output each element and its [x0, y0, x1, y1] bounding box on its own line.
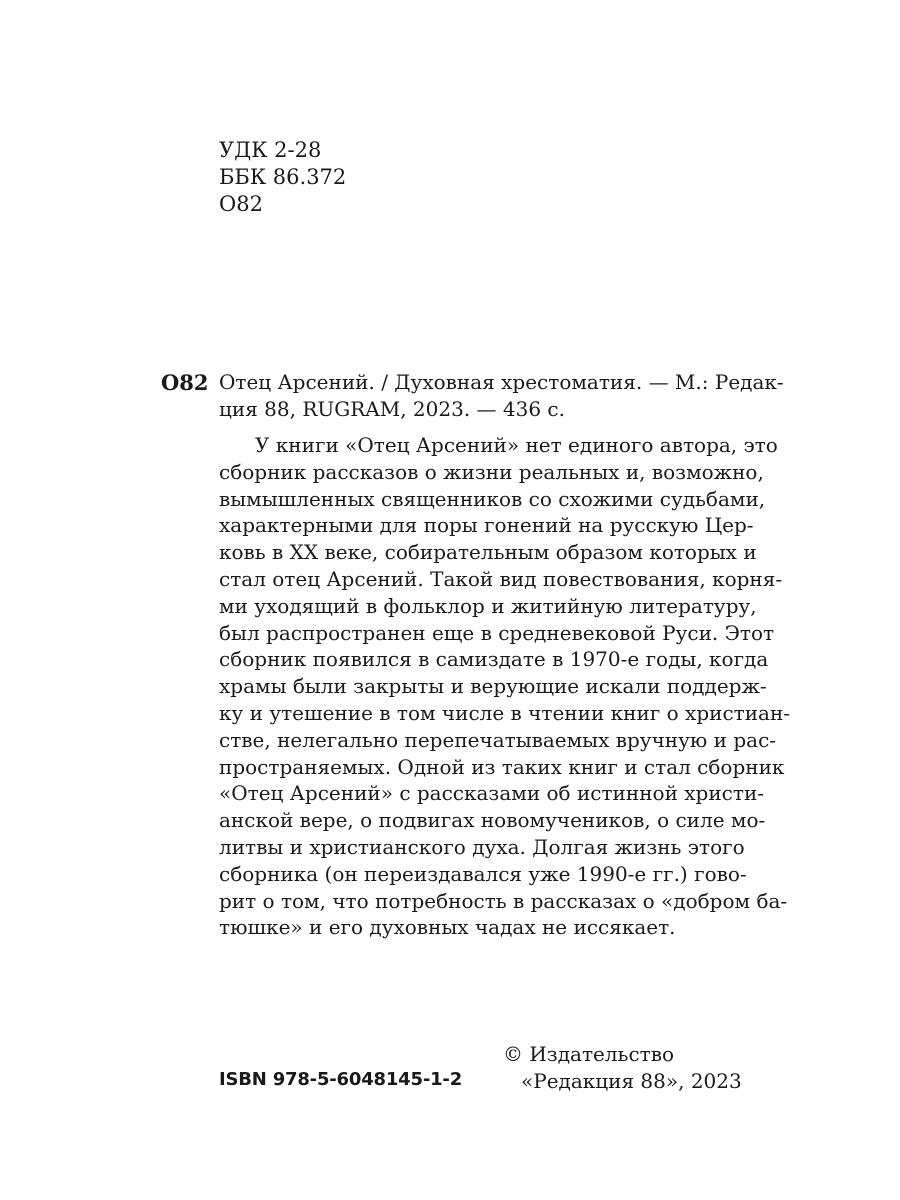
- abstract-line: «Отец Арсений» с рассказами об истинной христи-: [219, 781, 765, 806]
- abstract-line: тюшке» и его духовных чадах не иссякает.: [219, 915, 676, 940]
- abstract-line: У книги «Отец Арсений» нет единого автора, это: [255, 433, 778, 457]
- citation-line: ция 88, RUGRAM, 2023. — 436 с.: [219, 397, 565, 421]
- citation-author-code: О82: [161, 370, 209, 395]
- abstract-line: ми уходящий в фольклор и житийную литературу,: [219, 593, 757, 618]
- abstract-paragraph: [219, 432, 791, 941]
- abstract-line: анской вере, о подвигах новомучеников, о силе мо-: [219, 808, 766, 833]
- copyright-line-year: «Редакция 88», 2023: [521, 1069, 742, 1093]
- abstract-line: сборника (он переиздавался уже 1990-е гг.) гово-: [219, 861, 747, 886]
- abstract-line: стве, нелегально перепечатываемых вручную и рас-: [219, 727, 777, 752]
- isbn-number: ISBN 978-5-6048145-1-2: [219, 1069, 463, 1090]
- copyright-line-publisher: © Издательство: [503, 1042, 675, 1066]
- abstract-line: ковь в XX веке, собирательным образом которых и: [219, 540, 757, 565]
- abstract-line: пространяемых. Одной из таких книг и стал сборник: [219, 754, 785, 779]
- abstract-line: храмы были закрыты и верующие искали поддерж-: [219, 674, 767, 699]
- classification-block: [219, 137, 346, 218]
- abstract-line: сборник рассказов о жизни реальных и, возможно,: [219, 459, 764, 484]
- abstract-line: характерными для поры гонений на русскую Цер-: [219, 513, 754, 538]
- bbk-code: ББК 86.372: [219, 165, 347, 189]
- abstract-line: сборник появился в самиздате в 1970-е годы, когда: [219, 647, 769, 672]
- abstract-line: рит о том, что потребность в рассказах о «добром ба-: [219, 888, 788, 913]
- copyright-notice: [503, 1041, 742, 1095]
- udk-code: УДК 2-28: [219, 138, 322, 162]
- abstract-line: литвы и христианского духа. Долгая жизнь этого: [219, 834, 745, 859]
- abstract-line: ку и утешение в том числе в чтении книг о христиан-: [219, 700, 791, 725]
- author-sign: О82: [219, 192, 263, 216]
- abstract-line: стал отец Арсений. Такой вид повествования, корня-: [219, 566, 783, 591]
- citation-line: Отец Арсений. / Духовная хрестоматия. — М.: Редак-: [219, 370, 784, 394]
- abstract-line: был распространен еще в средневековой Руси. Этот: [219, 620, 775, 645]
- abstract-line: вымышленных священников со схожими судьбами,: [219, 486, 766, 511]
